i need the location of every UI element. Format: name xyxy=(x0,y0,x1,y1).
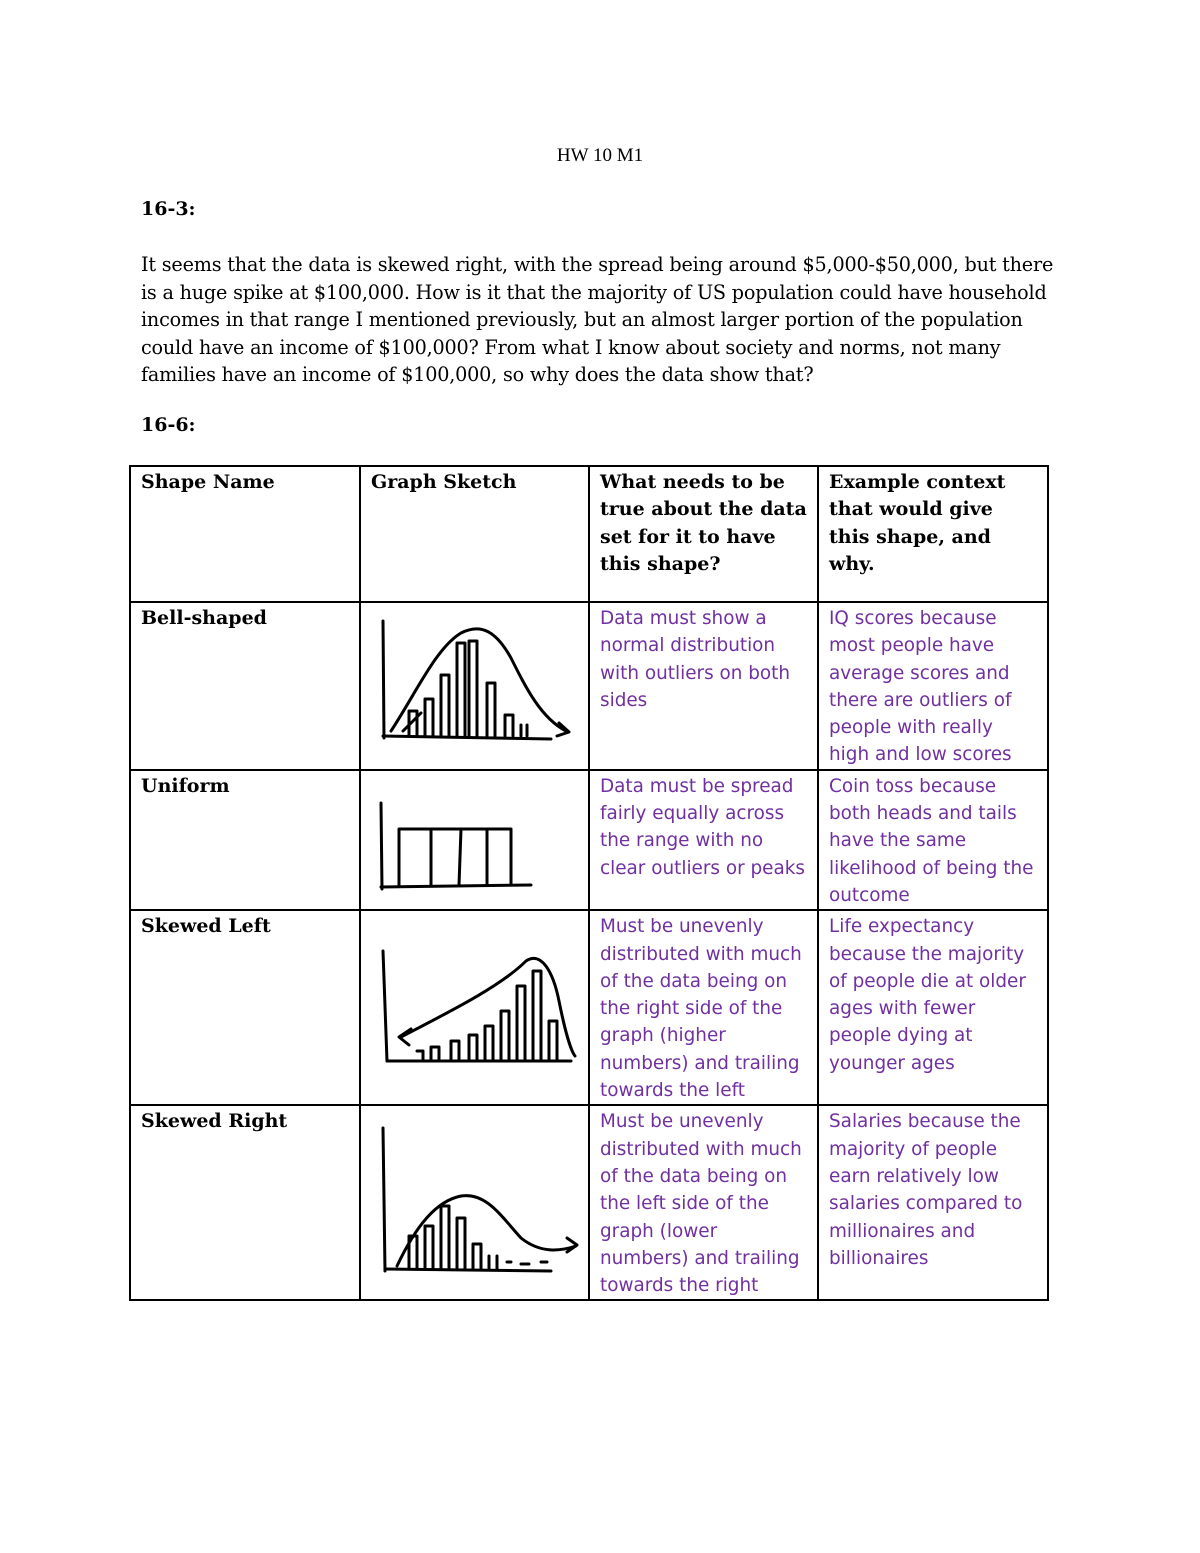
uniform-histogram-sketch-icon xyxy=(361,771,589,904)
table-row xyxy=(130,770,1048,910)
data-condition-cell: Data must be spread fairly equally across the range with no clear outliers or peaks xyxy=(589,770,818,910)
graph-sketch-cell xyxy=(360,910,589,1105)
table-header-row xyxy=(130,466,1048,602)
graph-sketch-cell xyxy=(360,1105,589,1300)
example-context-cell: Salaries because the majority of people earn relatively low salaries compared to millionaires and billionaires xyxy=(818,1105,1048,1300)
example-context-cell: Life expectancy because the majority of people die at older ages with fewer people dying at younger ages xyxy=(818,910,1048,1105)
section-heading-16-3: 16-3: xyxy=(141,198,196,220)
distribution-shapes-table xyxy=(129,465,1049,1301)
table-row xyxy=(130,1105,1048,1300)
shape-name-cell: Uniform xyxy=(130,770,360,910)
shape-name-cell: Bell-shaped xyxy=(130,602,360,770)
bell-shaped-histogram-sketch-icon xyxy=(361,603,589,764)
example-context-cell: Coin toss because both heads and tails have the same likelihood of being the outcome xyxy=(818,770,1048,910)
table-row xyxy=(130,910,1048,1105)
graph-sketch-cell xyxy=(360,770,589,910)
example-context-cell: IQ scores because most people have average scores and there are outliers of people with really high and low scores xyxy=(818,602,1048,770)
header-graph-sketch: Graph Sketch xyxy=(360,466,589,602)
data-condition-cell: Must be unevenly distributed with much of the data being on the left side of the graph (lower numbers) and trailing towards the right xyxy=(589,1105,818,1300)
section-paragraph: It seems that the data is skewed right, with the spread being around $5,000-$50,000, but there is a huge spike at $100,000. How is it that the majority of US population could have household incomes in that range I mentioned previously, but an almost larger portion of the population could have an income of $100,000? From what I know about society and norms, not many families have an income of $100,000, so why does the data show that? xyxy=(141,253,1054,386)
skewed-left-histogram-sketch-icon xyxy=(361,911,589,1098)
section-heading-16-6: 16-6: xyxy=(141,414,196,436)
header-shape-name: Shape Name xyxy=(130,466,360,602)
page-title: HW 10 M1 xyxy=(556,145,644,166)
graph-sketch-cell xyxy=(360,602,589,770)
shape-name-cell: Skewed Right xyxy=(130,1105,360,1300)
table-row xyxy=(130,602,1048,770)
header-example-context: Example context that would give this shape, and why. xyxy=(818,466,1048,602)
skewed-right-histogram-sketch-icon xyxy=(361,1106,589,1294)
data-condition-cell: Must be unevenly distributed with much of the data being on the right side of the graph (higher numbers) and trailing towards the left xyxy=(589,910,818,1105)
data-condition-cell: Data must show a normal distribution with outliers on both sides xyxy=(589,602,818,770)
shape-name-cell: Skewed Left xyxy=(130,910,360,1105)
header-data-condition: What needs to be true about the data set for it to have this shape? xyxy=(589,466,818,602)
